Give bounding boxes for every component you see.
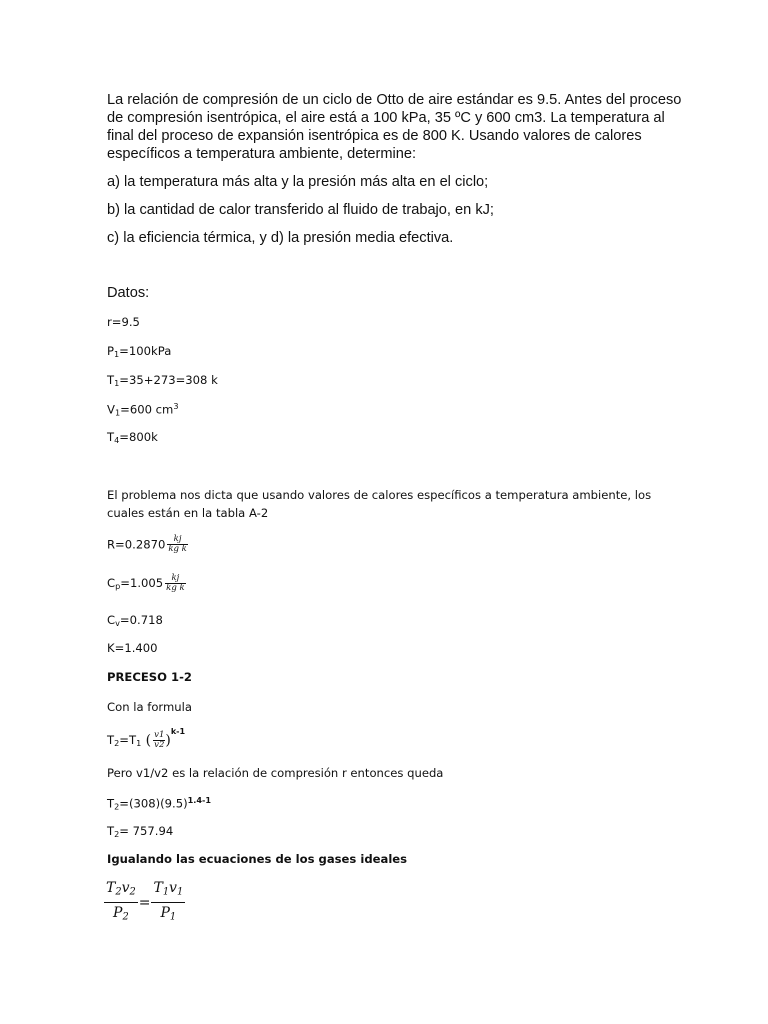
t2-result: $T_2= 757.94$ (107, 824, 174, 840)
left-fraction: $\frac{T_2v_2}{P_2}$ (106, 880, 136, 923)
formula-t2: $T_2=T_1$ ( $\frac{v1}{v2}$ )$^{k-1}$ (107, 727, 186, 750)
props-intro-line1: El problema nos dicta que usando valores de calores específicos a temperatura ambiente, los (107, 488, 652, 502)
prop-cv: $C_v=0.718$ (107, 613, 163, 629)
datum-r: r=9.5 (107, 315, 140, 329)
unit-fraction: $\frac{kj}{\text{kg k}}$ (168, 534, 187, 554)
compression-ratio-note: Pero v1/v2 es la relación de compresión r entonces queda (107, 766, 444, 780)
datum-t1: $T_1=35+273=308$ k (107, 373, 218, 389)
formula-label: Con la formula (107, 700, 192, 714)
datum-t4: $T_4=800k$ (107, 430, 158, 446)
props-intro-line2: cuales están en la tabla A-2 (107, 506, 269, 520)
datos-heading: Datos: (107, 285, 150, 301)
datum-p1: $P_1=100kPa$ (107, 344, 172, 360)
question-a: a) la temperatura más alta y la presión más alta en el ciclo; (107, 174, 489, 190)
ideal-gas-equation: $\frac{T_2v_2}{P_2}$ = $\frac{T_1v_1}{P_1}$ (104, 880, 185, 926)
datum-v1: $V_1=600$ $cm^3$ (107, 401, 179, 418)
ideal-gas-heading: Igualando las ecuaciones de los gases ideales (107, 852, 408, 866)
volume-ratio: $\frac{v1}{v2}$ (154, 730, 165, 750)
prop-r: R=0.2870 $\frac{kj}{\text{kg k}}$ (107, 534, 187, 554)
question-b: b) la cantidad de calor transferido al fluido de trabajo, en kJ; (107, 202, 494, 218)
prop-k: K=1.400 (107, 641, 158, 655)
problem-paragraph: La relación de compresión de un ciclo de Otto de aire estándar es 9.5. Antes del proceso de compresión isentrópica, el aire está a 100 kPa, 35 ºC y 600 cm3. La temperatura al final del proceso de expansión isentrópica es de 800 K. Usando valores de calores específicos a temperatura ambiente, determine: (107, 92, 682, 162)
right-fraction: $\frac{T_1v_1}{P_1}$ (153, 880, 184, 923)
question-c: c) la eficiencia térmica, y d) la presión media efectiva. (107, 230, 454, 246)
process-heading: PRECESO 1-2 (107, 670, 192, 684)
prop-cp: $C_p=1.005$ $\frac{kj}{\text{kg k}}$ (107, 573, 185, 593)
t2-calculation: $T_2=(308)(9.5)^{1.4-1}$ (107, 795, 212, 812)
unit-fraction: $\frac{kj}{\text{kg k}}$ (166, 573, 185, 593)
problem-statement (107, 91, 682, 247)
